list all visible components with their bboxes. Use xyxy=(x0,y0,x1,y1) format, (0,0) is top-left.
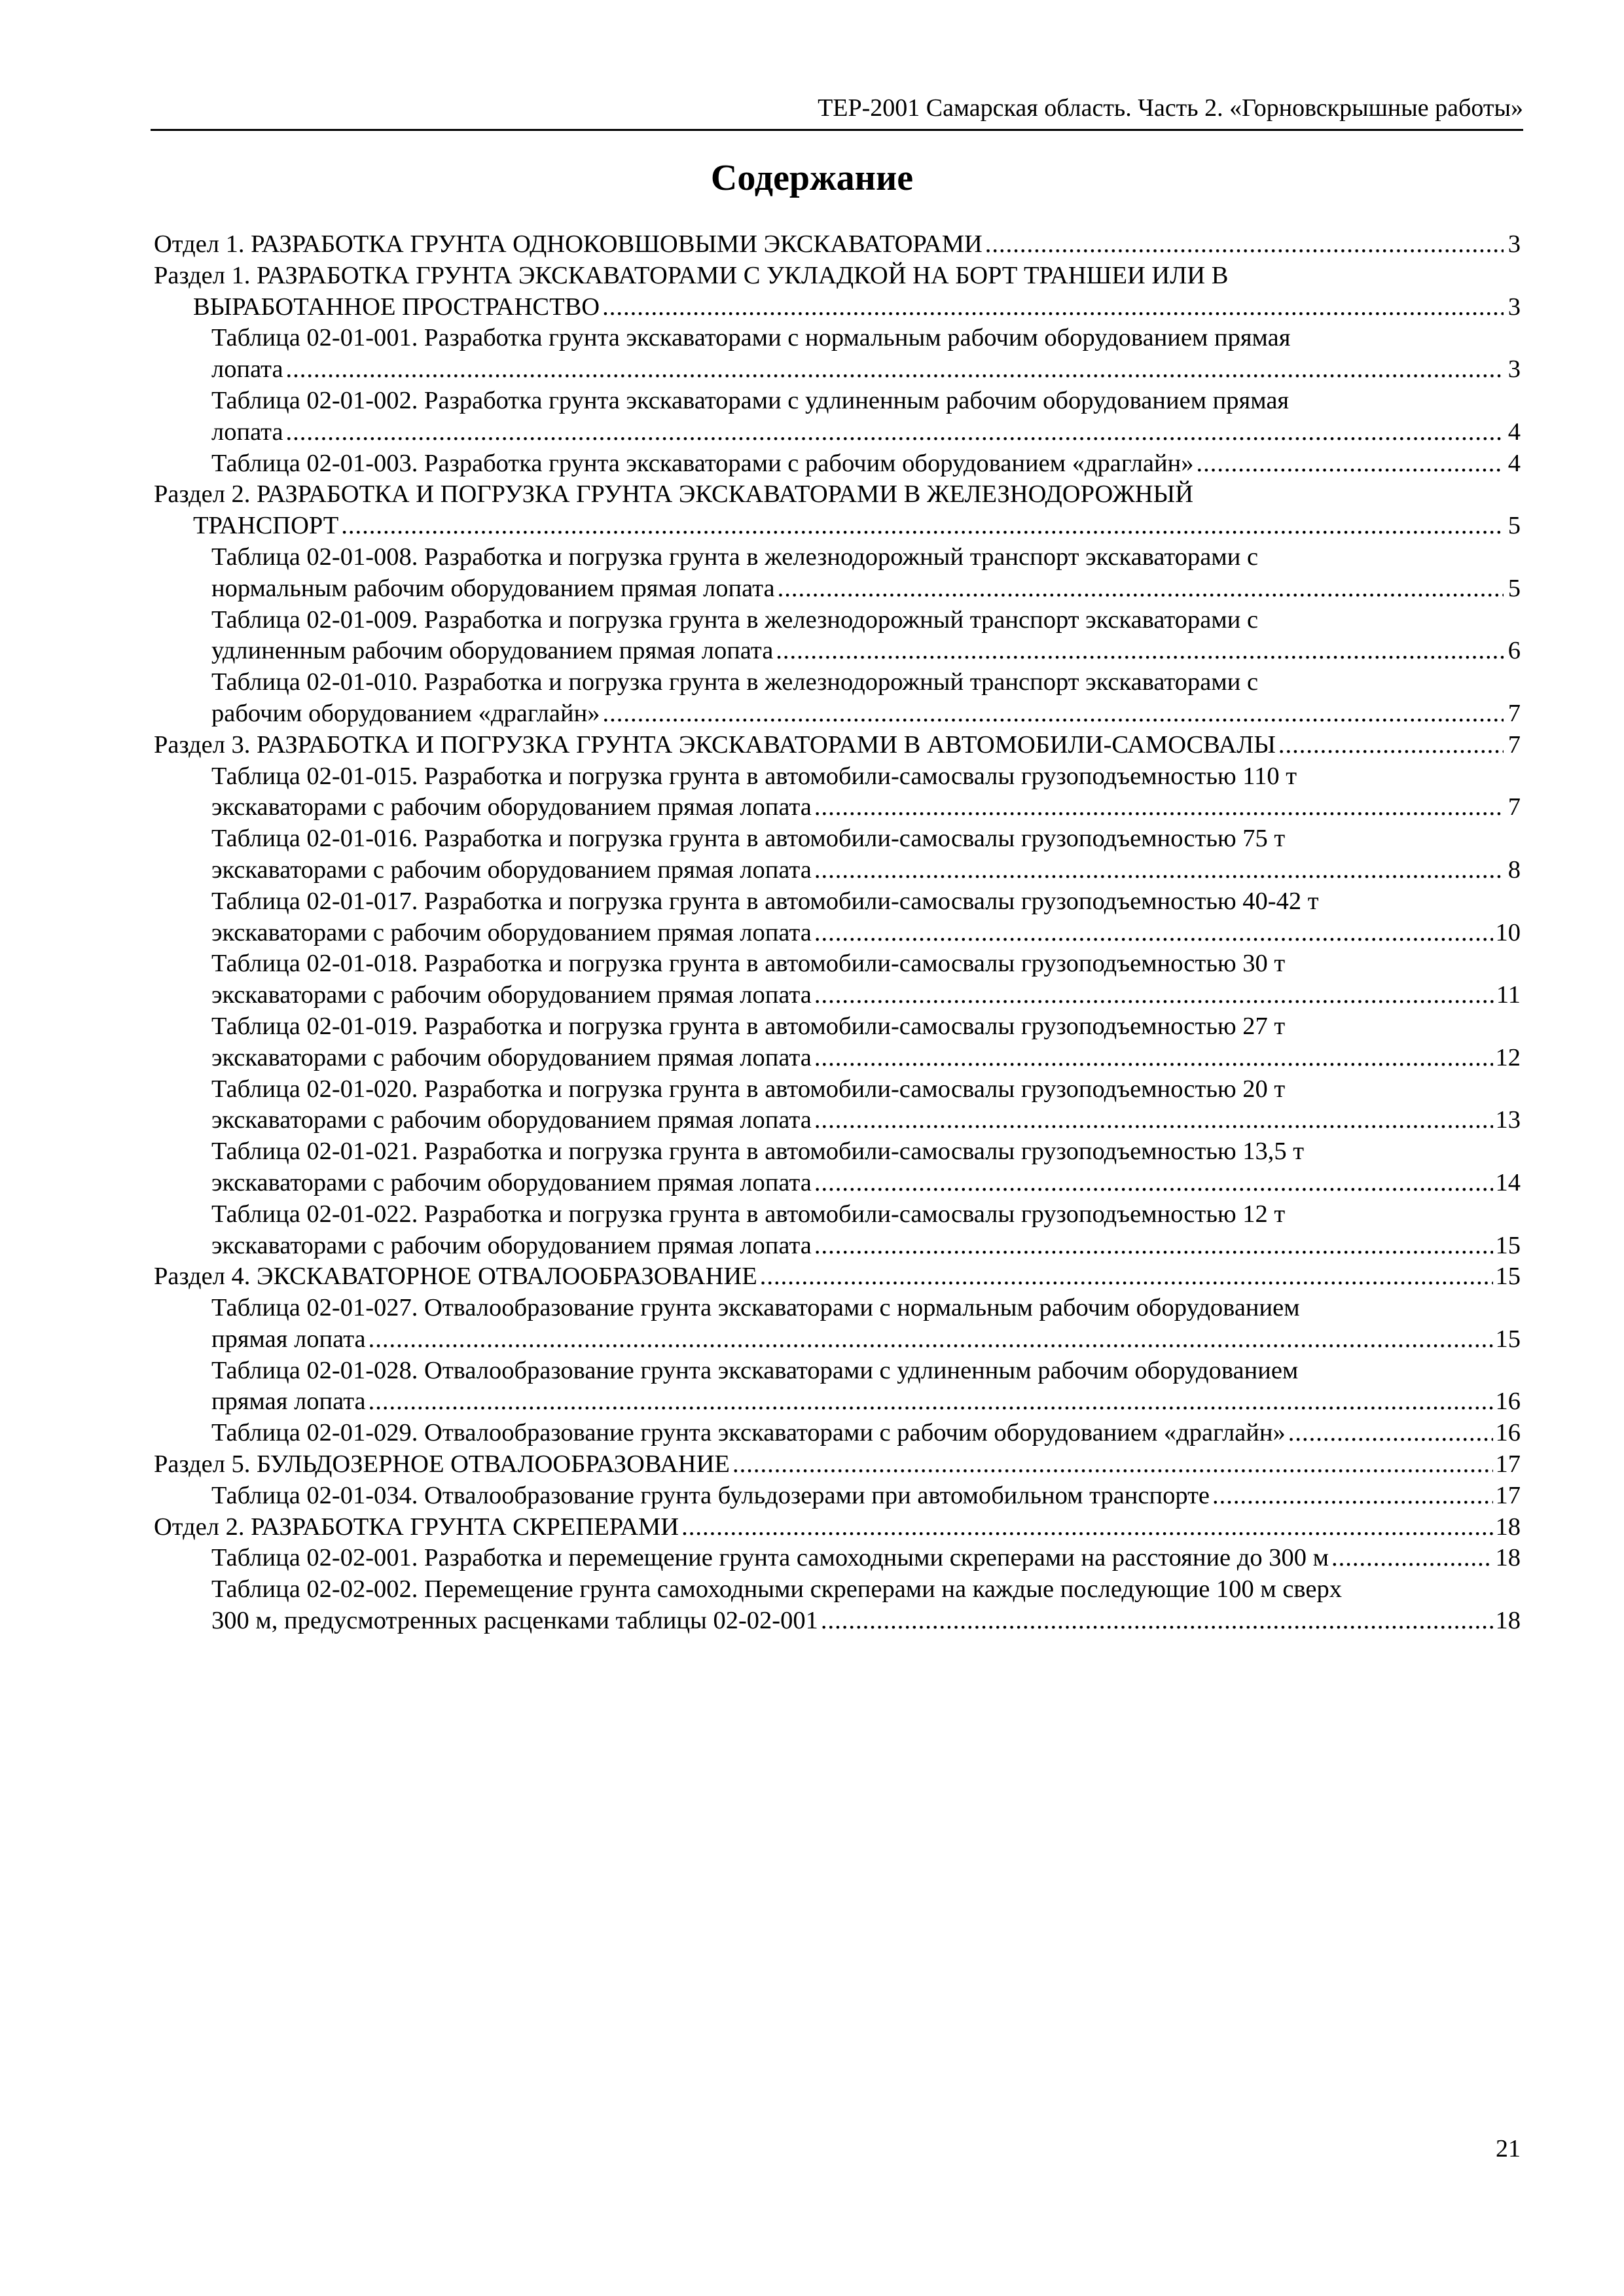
toc-entry-text: Раздел 3. РАЗРАБОТКА И ПОГРУЗКА ГРУНТА ЭКСКАВАТОРАМИ В АВТОМОБИЛИ-САМОСВАЛЫ xyxy=(154,730,1276,759)
toc-table-entry[interactable] xyxy=(154,323,1521,386)
toc-line xyxy=(211,1355,1521,1387)
toc-leader-dots xyxy=(760,1261,1493,1293)
toc-page-number: 17 xyxy=(1495,1481,1521,1509)
toc-entry-text: Отдел 1. РАЗРАБОТКА ГРУНТА ОДНОКОВШОВЫМИ ЭКСКАВАТОРАМИ xyxy=(154,230,983,258)
toc-leader-dots xyxy=(814,1230,1493,1262)
toc-table-entry[interactable] xyxy=(154,386,1521,448)
toc-table-entry[interactable] xyxy=(154,1480,1521,1512)
toc-line xyxy=(211,1543,1521,1574)
toc-table-entry[interactable] xyxy=(154,1199,1521,1262)
toc-line xyxy=(154,1512,1521,1543)
toc-page-number: 7 xyxy=(1507,730,1521,759)
running-header: ТЕР-2001 Самарская область. Часть 2. «Горновскрышные работы» xyxy=(818,94,1523,122)
toc-entry-text: удлиненным рабочим оборудованием прямая лопата xyxy=(211,637,774,665)
toc-entry-text: экскаваторами с рабочим оборудованием прямая лопата xyxy=(211,1106,812,1134)
toc-leader-dots xyxy=(1331,1543,1493,1574)
toc-line xyxy=(211,1168,1521,1199)
toc-section-entry[interactable] xyxy=(154,260,1521,323)
toc-line xyxy=(211,1043,1521,1074)
toc-leader-dots xyxy=(286,417,1504,448)
toc-entry-text: экскаваторами с рабочим оборудованием прямая лопата xyxy=(211,793,812,821)
toc-page-number: 15 xyxy=(1495,1325,1521,1353)
toc-leader-dots xyxy=(1196,448,1504,480)
toc-line xyxy=(211,792,1521,823)
toc-line xyxy=(211,855,1521,886)
toc-table-entry[interactable] xyxy=(154,542,1521,605)
toc-entry-text: Таблица 02-01-028. Отвалообразование грунта экскаваторами с удлиненным рабочим оборудованием xyxy=(211,1356,1299,1384)
toc-line xyxy=(211,605,1521,636)
toc-table-entry[interactable] xyxy=(154,1543,1521,1574)
toc-entry-text: экскаваторами с рабочим оборудованием прямая лопата xyxy=(211,1231,812,1259)
toc-entry-text: Таблица 02-01-018. Разработка и погрузка грунта в автомобили-самосвалы грузоподъемностью 30 т xyxy=(211,950,1286,978)
toc-entry-text: Раздел 5. БУЛЬДОЗЕРНОЕ ОТВАЛООБРАЗОВАНИЕ xyxy=(154,1450,730,1479)
toc-entry-text: Таблица 02-01-009. Разработка и погрузка грунта в железнодорожный транспорт экскаваторами с xyxy=(211,605,1259,634)
page-number: 21 xyxy=(1496,2135,1521,2162)
toc-page-number: 17 xyxy=(1495,1450,1521,1479)
toc-leader-dots xyxy=(814,980,1494,1011)
toc-section-entry[interactable] xyxy=(154,1261,1521,1293)
toc-leader-dots xyxy=(814,1105,1493,1136)
toc-entry-text: экскаваторами с рабочим оборудованием прямая лопата xyxy=(211,981,812,1009)
toc-line xyxy=(211,1480,1521,1512)
toc-line xyxy=(211,823,1521,855)
toc-entry-text: Таблица 02-02-001. Разработка и перемещение грунта самоходными скреперами на расстояние до 300 м xyxy=(211,1544,1329,1572)
toc-page-number: 8 xyxy=(1507,855,1521,884)
toc-entry-text: Таблица 02-02-002. Перемещение грунта самоходными скреперами на каждые последующие 100 м сверх xyxy=(211,1575,1342,1604)
toc-line xyxy=(211,948,1521,980)
toc-entry-text: Таблица 02-01-022. Разработка и погрузка грунта в автомобили-самосвалы грузоподъемностью 12 т xyxy=(211,1200,1286,1228)
toc-leader-dots xyxy=(286,354,1504,386)
toc-line xyxy=(211,323,1521,354)
toc-line xyxy=(211,886,1521,918)
toc-table-entry[interactable] xyxy=(154,667,1521,730)
toc-page-number: 15 xyxy=(1495,1263,1521,1291)
toc-line xyxy=(154,229,1521,260)
toc-page-number: 7 xyxy=(1507,699,1521,727)
toc-table-entry[interactable] xyxy=(154,948,1521,1011)
toc-leader-dots xyxy=(814,855,1504,886)
toc-page-number: 6 xyxy=(1507,637,1521,665)
toc-entry-text: прямая лопата xyxy=(211,1325,366,1353)
toc-line xyxy=(211,1199,1521,1230)
toc-entry-text: экскаваторами с рабочим оборудованием прямая лопата xyxy=(211,1043,812,1071)
toc-section-entry[interactable] xyxy=(154,1512,1521,1543)
toc-entry-text: Таблица 02-01-019. Разработка и погрузка грунта в автомобили-самосвалы грузоподъемностью 27 т xyxy=(211,1012,1286,1040)
toc-entry-text: экскаваторами с рабочим оборудованием прямая лопата xyxy=(211,1168,812,1196)
toc-line xyxy=(211,1386,1521,1418)
toc-line xyxy=(211,1574,1521,1605)
toc-section-entry[interactable] xyxy=(154,1449,1521,1480)
toc-table-entry[interactable] xyxy=(154,1293,1521,1355)
toc-entry-text: Таблица 02-01-016. Разработка и погрузка грунта в автомобили-самосвалы грузоподъемностью 75 т xyxy=(211,825,1286,853)
toc-section-entry[interactable] xyxy=(154,229,1521,260)
toc-leader-dots xyxy=(778,573,1504,605)
toc-leader-dots xyxy=(341,511,1504,542)
toc-entry-text: экскаваторами с рабочим оборудованием прямая лопата xyxy=(211,918,812,946)
toc-line xyxy=(211,1074,1521,1105)
toc-leader-dots xyxy=(602,698,1504,730)
toc-page-number: 7 xyxy=(1507,793,1521,821)
toc-entry-text: Таблица 02-01-017. Разработка и погрузка грунта в автомобили-самосвалы грузоподъемностью 40-42 т xyxy=(211,887,1319,915)
toc-page-number: 11 xyxy=(1496,981,1521,1009)
toc-page-number: 13 xyxy=(1495,1106,1521,1134)
toc-leader-dots xyxy=(369,1324,1493,1355)
toc-entry-text: 300 м, предусмотренных расценками таблицы 02-02-001 xyxy=(211,1607,818,1635)
toc-leader-dots xyxy=(732,1449,1493,1480)
toc-table-entry[interactable] xyxy=(154,1355,1521,1418)
toc-leader-dots xyxy=(1278,730,1504,761)
toc-page-number: 16 xyxy=(1495,1388,1521,1416)
toc-leader-dots xyxy=(1212,1480,1493,1512)
toc-line xyxy=(211,636,1521,667)
toc-line xyxy=(211,1293,1521,1324)
toc-entry-text: Таблица 02-01-001. Разработка грунта экскаваторами с нормальным рабочим оборудованием прямая xyxy=(211,324,1291,352)
toc-line xyxy=(211,448,1521,480)
toc-table-entry[interactable] xyxy=(154,886,1521,949)
toc-page-number: 14 xyxy=(1495,1168,1521,1196)
toc-line xyxy=(211,761,1521,793)
toc-entry-text: Таблица 02-01-002. Разработка грунта экскаваторами с удлиненным рабочим оборудованием прямая xyxy=(211,386,1290,414)
toc-page-number: 3 xyxy=(1507,355,1521,384)
toc-leader-dots xyxy=(814,918,1493,949)
toc-line xyxy=(211,1136,1521,1168)
toc-entry-text: экскаваторами с рабочим оборудованием прямая лопата xyxy=(211,855,812,884)
toc-section-entry[interactable] xyxy=(154,479,1521,542)
toc-page-number: 10 xyxy=(1495,918,1521,946)
toc-page-number: 4 xyxy=(1507,449,1521,477)
toc-page-number: 3 xyxy=(1507,230,1521,258)
toc-page-number: 16 xyxy=(1495,1419,1521,1447)
toc-entry-text: Таблица 02-01-029. Отвалообразование грунта экскаваторами с рабочим оборудованием «драглайн» xyxy=(211,1419,1286,1447)
toc-page-number: 15 xyxy=(1495,1231,1521,1259)
page-title: Содержание xyxy=(710,158,914,198)
toc-line xyxy=(211,573,1521,605)
toc-table-entry[interactable] xyxy=(154,1418,1521,1449)
toc-line xyxy=(154,511,1521,542)
toc-line xyxy=(154,730,1521,761)
toc-leader-dots xyxy=(681,1512,1492,1543)
header-divider xyxy=(151,129,1523,131)
toc-page-number: 18 xyxy=(1495,1607,1521,1635)
toc-entry-text: рабочим оборудованием «драглайн» xyxy=(211,699,600,727)
toc-entry-text: нормальным рабочим оборудованием прямая лопата xyxy=(211,574,775,602)
toc-entry-text: Таблица 02-01-027. Отвалообразование грунта экскаваторами с нормальным рабочим оборудованием xyxy=(211,1294,1300,1322)
toc-line xyxy=(211,980,1521,1011)
table-of-contents xyxy=(154,229,1521,1637)
toc-entry-text: Отдел 2. РАЗРАБОТКА ГРУНТА СКРЕПЕРАМИ xyxy=(154,1513,679,1541)
toc-line xyxy=(154,292,1521,323)
toc-entry-text: прямая лопата xyxy=(211,1388,366,1416)
toc-line xyxy=(211,918,1521,949)
toc-page-number: 18 xyxy=(1495,1513,1521,1541)
toc-table-entry[interactable] xyxy=(154,823,1521,886)
toc-entry-text: Таблица 02-01-015. Разработка и погрузка грунта в автомобили-самосвалы грузоподъемностью 110 т xyxy=(211,762,1297,790)
toc-entry-text: Таблица 02-01-020. Разработка и погрузка грунта в автомобили-самосвалы грузоподъемностью 20 т xyxy=(211,1075,1286,1103)
toc-line xyxy=(154,479,1521,511)
toc-page-number: 4 xyxy=(1507,418,1521,446)
toc-line xyxy=(211,698,1521,730)
toc-table-entry[interactable] xyxy=(154,1136,1521,1199)
toc-entry-text: Таблица 02-01-034. Отвалообразование грунта бульдозерами при автомобильном транспорте xyxy=(211,1481,1210,1509)
toc-page-number: 18 xyxy=(1495,1544,1521,1572)
toc-leader-dots xyxy=(821,1605,1493,1637)
toc-leader-dots xyxy=(602,292,1504,323)
toc-table-entry[interactable] xyxy=(154,448,1521,480)
toc-leader-dots xyxy=(814,1168,1493,1199)
toc-table-entry[interactable] xyxy=(154,761,1521,824)
toc-entry-text: лопата xyxy=(211,418,283,446)
toc-entry-text: Раздел 4. ЭКСКАВАТОРНОЕ ОТВАЛООБРАЗОВАНИЕ xyxy=(154,1263,757,1291)
toc-line xyxy=(211,386,1521,417)
toc-leader-dots xyxy=(1288,1418,1493,1449)
toc-leader-dots xyxy=(369,1386,1493,1418)
toc-line xyxy=(211,542,1521,573)
toc-line xyxy=(211,1418,1521,1449)
toc-entry-text: Раздел 1. РАЗРАБОТКА ГРУНТА ЭКСКАВАТОРАМИ С УКЛАДКОЙ НА БОРТ ТРАНШЕИ ИЛИ В xyxy=(154,261,1229,289)
toc-line xyxy=(211,417,1521,448)
toc-line xyxy=(211,1230,1521,1262)
toc-page-number: 3 xyxy=(1507,293,1521,321)
toc-leader-dots xyxy=(814,1043,1493,1074)
toc-line xyxy=(211,1324,1521,1355)
toc-line xyxy=(211,667,1521,698)
toc-section-entry[interactable] xyxy=(154,730,1521,761)
toc-entry-text: Таблица 02-01-010. Разработка и погрузка грунта в железнодорожный транспорт экскаваторами с xyxy=(211,668,1259,696)
toc-entry-text: ТРАНСПОРТ xyxy=(193,512,339,540)
toc-leader-dots xyxy=(985,229,1504,260)
toc-line xyxy=(211,1605,1521,1637)
toc-entry-text: Раздел 2. РАЗРАБОТКА И ПОГРУЗКА ГРУНТА ЭКСКАВАТОРАМИ В ЖЕЛЕЗНОДОРОЖНЫЙ xyxy=(154,480,1193,509)
toc-table-entry[interactable] xyxy=(154,1074,1521,1137)
toc-table-entry[interactable] xyxy=(154,1574,1521,1637)
toc-entry-text: Таблица 02-01-003. Разработка грунта экскаваторами с рабочим оборудованием «драглайн» xyxy=(211,449,1194,477)
toc-table-entry[interactable] xyxy=(154,605,1521,668)
toc-line xyxy=(211,1011,1521,1043)
toc-entry-text: Таблица 02-01-021. Разработка и погрузка грунта в автомобили-самосвалы грузоподъемностью 13,5 т xyxy=(211,1138,1305,1166)
toc-line xyxy=(211,1105,1521,1136)
toc-line xyxy=(154,1261,1521,1293)
toc-page-number: 12 xyxy=(1495,1043,1521,1071)
toc-entry-text: Таблица 02-01-008. Разработка и погрузка грунта в железнодорожный транспорт экскаваторами с xyxy=(211,543,1259,571)
toc-leader-dots xyxy=(814,792,1504,823)
toc-table-entry[interactable] xyxy=(154,1011,1521,1074)
toc-line xyxy=(154,1449,1521,1480)
toc-page-number: 5 xyxy=(1507,574,1521,602)
toc-line xyxy=(211,354,1521,386)
toc-entry-text: лопата xyxy=(211,355,283,384)
toc-leader-dots xyxy=(776,636,1504,667)
toc-line xyxy=(154,260,1521,292)
toc-page-number: 5 xyxy=(1507,512,1521,540)
toc-entry-text: ВЫРАБОТАННОЕ ПРОСТРАНСТВО xyxy=(193,293,600,321)
